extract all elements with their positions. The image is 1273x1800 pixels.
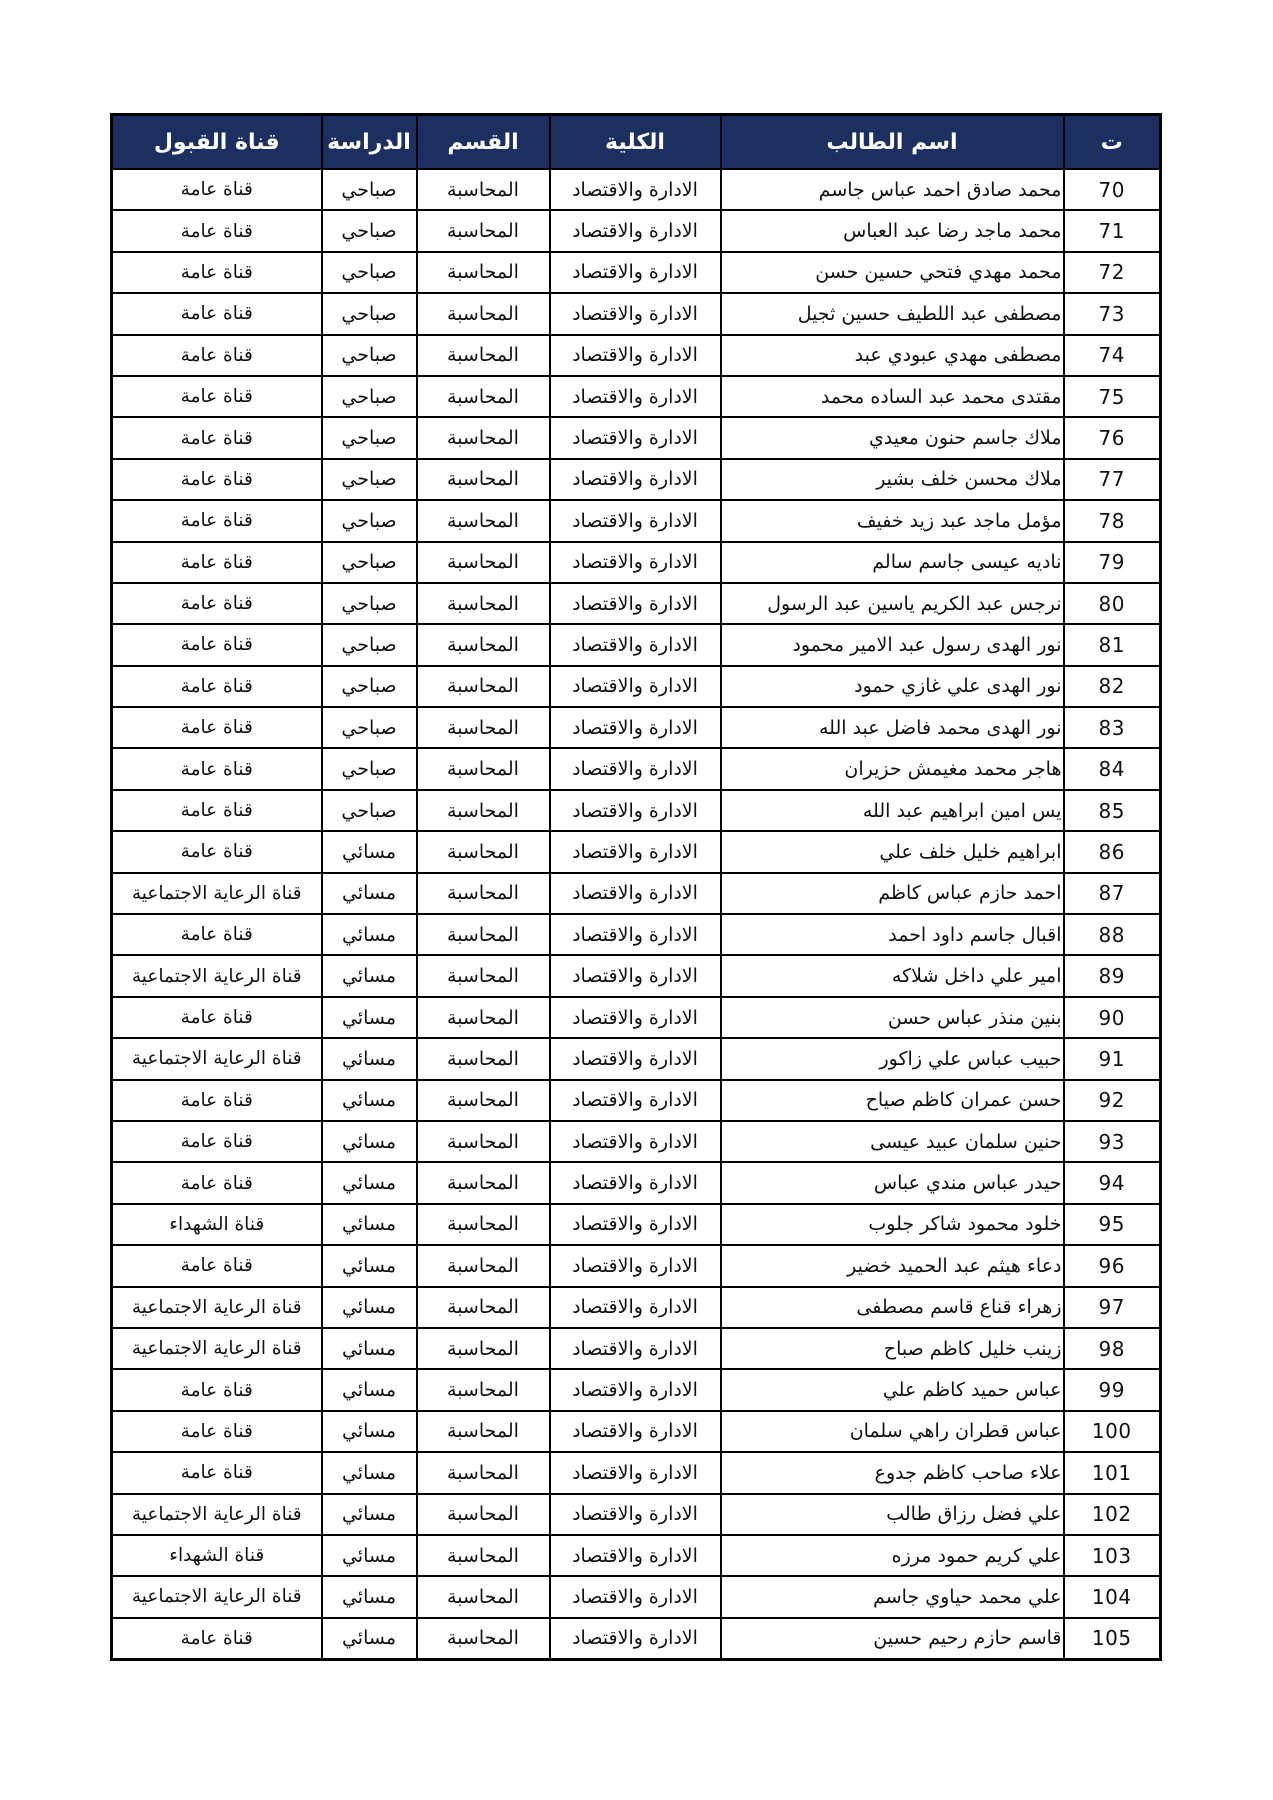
cell-college: الادارة والاقتصاد [550, 542, 721, 583]
cell-student-name: نور الهدى علي غازي حمود [721, 666, 1064, 707]
cell-index: 86 [1064, 831, 1161, 872]
cell-student-name: زهراء قناع قاسم مصطفى [721, 1287, 1064, 1328]
cell-index: 88 [1064, 914, 1161, 955]
cell-study: مسائي [322, 1038, 417, 1079]
cell-student-name: محمد ماجد رضا عبد العباس [721, 210, 1064, 251]
cell-admission-channel: قناة الرعاية الاجتماعية [112, 1328, 322, 1369]
cell-department: المحاسبة [417, 583, 550, 624]
cell-index: 95 [1064, 1204, 1161, 1245]
cell-admission-channel: قناة عامة [112, 707, 322, 748]
cell-study: صباحي [322, 748, 417, 789]
table-row [112, 997, 1161, 1038]
cell-student-name: هاجر محمد مغيمش حزيران [721, 748, 1064, 789]
table-row [112, 169, 1161, 210]
table-row [112, 376, 1161, 417]
cell-college: الادارة والاقتصاد [550, 1369, 721, 1410]
cell-index: 74 [1064, 335, 1161, 376]
cell-study: صباحي [322, 707, 417, 748]
cell-college: الادارة والاقتصاد [550, 210, 721, 251]
cell-student-name: اقبال جاسم داود احمد [721, 914, 1064, 955]
cell-college: الادارة والاقتصاد [550, 955, 721, 996]
cell-student-name: ملاك جاسم حنون معيدي [721, 417, 1064, 458]
table-row [112, 790, 1161, 831]
cell-index: 97 [1064, 1287, 1161, 1328]
cell-college: الادارة والاقتصاد [550, 707, 721, 748]
cell-college: الادارة والاقتصاد [550, 914, 721, 955]
cell-admission-channel: قناة عامة [112, 500, 322, 541]
cell-admission-channel: قناة عامة [112, 666, 322, 707]
cell-college: الادارة والاقتصاد [550, 252, 721, 293]
cell-index: 89 [1064, 955, 1161, 996]
cell-student-name: علي فضل رزاق طالب [721, 1494, 1064, 1535]
cell-college: الادارة والاقتصاد [550, 169, 721, 210]
cell-admission-channel: قناة عامة [112, 376, 322, 417]
cell-study: صباحي [322, 459, 417, 500]
cell-department: المحاسبة [417, 335, 550, 376]
cell-department: المحاسبة [417, 748, 550, 789]
table-row [112, 1576, 1161, 1617]
cell-admission-channel: قناة عامة [112, 459, 322, 500]
cell-department: المحاسبة [417, 252, 550, 293]
cell-index: 94 [1064, 1162, 1161, 1203]
cell-student-name: مصطفى عبد اللطيف حسين ثجيل [721, 293, 1064, 334]
table-row [112, 914, 1161, 955]
cell-college: الادارة والاقتصاد [550, 1121, 721, 1162]
cell-college: الادارة والاقتصاد [550, 831, 721, 872]
cell-admission-channel: قناة عامة [112, 542, 322, 583]
cell-department: المحاسبة [417, 955, 550, 996]
cell-college: الادارة والاقتصاد [550, 873, 721, 914]
table-row [112, 666, 1161, 707]
cell-college: الادارة والاقتصاد [550, 1038, 721, 1079]
cell-college: الادارة والاقتصاد [550, 417, 721, 458]
cell-admission-channel: قناة عامة [112, 1162, 322, 1203]
cell-college: الادارة والاقتصاد [550, 1162, 721, 1203]
table-row [112, 1245, 1161, 1286]
cell-college: الادارة والاقتصاد [550, 666, 721, 707]
header-cell-index: ت [1064, 115, 1161, 170]
cell-admission-channel: قناة عامة [112, 210, 322, 251]
table-row [112, 955, 1161, 996]
table-row [112, 831, 1161, 872]
cell-index: 81 [1064, 624, 1161, 665]
table-row [112, 293, 1161, 334]
cell-index: 100 [1064, 1411, 1161, 1452]
cell-admission-channel: قناة عامة [112, 417, 322, 458]
cell-index: 77 [1064, 459, 1161, 500]
cell-department: المحاسبة [417, 1245, 550, 1286]
cell-admission-channel: قناة الرعاية الاجتماعية [112, 955, 322, 996]
cell-study: مسائي [322, 1452, 417, 1493]
cell-department: المحاسبة [417, 997, 550, 1038]
cell-study: مسائي [322, 1618, 417, 1659]
table-row [112, 1038, 1161, 1079]
cell-student-name: حيدر عباس مندي عباس [721, 1162, 1064, 1203]
cell-college: الادارة والاقتصاد [550, 1080, 721, 1121]
cell-index: 93 [1064, 1121, 1161, 1162]
cell-department: المحاسبة [417, 1121, 550, 1162]
cell-department: المحاسبة [417, 542, 550, 583]
cell-index: 82 [1064, 666, 1161, 707]
cell-student-name: محمد مهدي فتحي حسين حسن [721, 252, 1064, 293]
cell-study: صباحي [322, 210, 417, 251]
table-row [112, 1204, 1161, 1245]
cell-admission-channel: قناة الرعاية الاجتماعية [112, 1287, 322, 1328]
table-row [112, 1369, 1161, 1410]
cell-college: الادارة والاقتصاد [550, 1204, 721, 1245]
cell-study: صباحي [322, 335, 417, 376]
cell-student-name: مقتدى محمد عبد الساده محمد [721, 376, 1064, 417]
cell-study: صباحي [322, 666, 417, 707]
cell-study: مسائي [322, 1080, 417, 1121]
cell-student-name: ابراهيم خليل خلف علي [721, 831, 1064, 872]
table-row [112, 1162, 1161, 1203]
cell-index: 87 [1064, 873, 1161, 914]
cell-college: الادارة والاقتصاد [550, 1452, 721, 1493]
cell-admission-channel: قناة الرعاية الاجتماعية [112, 1576, 322, 1617]
cell-index: 105 [1064, 1618, 1161, 1659]
cell-index: 101 [1064, 1452, 1161, 1493]
cell-department: المحاسبة [417, 376, 550, 417]
cell-student-name: عباس قطران راهي سلمان [721, 1411, 1064, 1452]
cell-study: مسائي [322, 873, 417, 914]
cell-department: المحاسبة [417, 417, 550, 458]
cell-department: المحاسبة [417, 873, 550, 914]
cell-college: الادارة والاقتصاد [550, 1328, 721, 1369]
cell-student-name: حنين سلمان عبيد عيسى [721, 1121, 1064, 1162]
cell-index: 91 [1064, 1038, 1161, 1079]
cell-department: المحاسبة [417, 1204, 550, 1245]
table-row [112, 1080, 1161, 1121]
table-row [112, 1494, 1161, 1535]
table-row [112, 1535, 1161, 1576]
cell-admission-channel: قناة الشهداء [112, 1204, 322, 1245]
cell-department: المحاسبة [417, 1576, 550, 1617]
table-row [112, 210, 1161, 251]
cell-college: الادارة والاقتصاد [550, 583, 721, 624]
cell-department: المحاسبة [417, 1162, 550, 1203]
cell-student-name: نرجس عبد الكريم ياسين عبد الرسول [721, 583, 1064, 624]
header-cell-name: اسم الطالب [721, 115, 1064, 170]
cell-college: الادارة والاقتصاد [550, 1535, 721, 1576]
cell-student-name: بنين منذر عباس حسن [721, 997, 1064, 1038]
cell-department: المحاسبة [417, 1287, 550, 1328]
cell-admission-channel: قناة عامة [112, 169, 322, 210]
table-row [112, 335, 1161, 376]
cell-college: الادارة والاقتصاد [550, 1245, 721, 1286]
cell-index: 102 [1064, 1494, 1161, 1535]
cell-study: مسائي [322, 955, 417, 996]
cell-student-name: حسن عمران كاظم صياح [721, 1080, 1064, 1121]
cell-department: المحاسبة [417, 666, 550, 707]
cell-admission-channel: قناة عامة [112, 252, 322, 293]
cell-student-name: علي كريم حمود مرزه [721, 1535, 1064, 1576]
header-cell-study: الدراسة [322, 115, 417, 170]
table-row [112, 1328, 1161, 1369]
table-row [112, 1287, 1161, 1328]
cell-student-name: امير علي داخل شلاكه [721, 955, 1064, 996]
cell-student-name: علاء صاحب كاظم جدوع [721, 1452, 1064, 1493]
cell-student-name: قاسم حازم رحيم حسين [721, 1618, 1064, 1659]
cell-study: مسائي [322, 1162, 417, 1203]
cell-department: المحاسبة [417, 1494, 550, 1535]
cell-college: الادارة والاقتصاد [550, 790, 721, 831]
header-row [112, 115, 1161, 170]
cell-study: مسائي [322, 1369, 417, 1410]
cell-admission-channel: قناة عامة [112, 1411, 322, 1452]
cell-admission-channel: قناة عامة [112, 748, 322, 789]
cell-student-name: ملاك محسن خلف بشير [721, 459, 1064, 500]
cell-student-name: دعاء هيثم عبد الحميد خضير [721, 1245, 1064, 1286]
table-row [112, 1452, 1161, 1493]
cell-study: صباحي [322, 583, 417, 624]
cell-department: المحاسبة [417, 169, 550, 210]
cell-department: المحاسبة [417, 1618, 550, 1659]
table-header [112, 115, 1161, 170]
cell-study: مسائي [322, 1494, 417, 1535]
cell-admission-channel: قناة عامة [112, 1121, 322, 1162]
cell-admission-channel: قناة الشهداء [112, 1535, 322, 1576]
cell-department: المحاسبة [417, 459, 550, 500]
cell-college: الادارة والاقتصاد [550, 1411, 721, 1452]
cell-college: الادارة والاقتصاد [550, 335, 721, 376]
table-row [112, 252, 1161, 293]
cell-student-name: يس امين ابراهيم عبد الله [721, 790, 1064, 831]
cell-admission-channel: قناة عامة [112, 790, 322, 831]
cell-study: مسائي [322, 1411, 417, 1452]
cell-study: مسائي [322, 1121, 417, 1162]
cell-admission-channel: قناة الرعاية الاجتماعية [112, 1494, 322, 1535]
cell-college: الادارة والاقتصاد [550, 1576, 721, 1617]
table-row [112, 583, 1161, 624]
cell-index: 104 [1064, 1576, 1161, 1617]
cell-study: صباحي [322, 376, 417, 417]
header-cell-admission: قناة القبول [112, 115, 322, 170]
table-row [112, 542, 1161, 583]
table-row [112, 1618, 1161, 1659]
cell-department: المحاسبة [417, 210, 550, 251]
cell-department: المحاسبة [417, 1411, 550, 1452]
table-row [112, 748, 1161, 789]
cell-college: الادارة والاقتصاد [550, 500, 721, 541]
cell-admission-channel: قناة عامة [112, 293, 322, 334]
cell-student-name: مصطفى مهدي عبودي عبد [721, 335, 1064, 376]
cell-admission-channel: قناة عامة [112, 1245, 322, 1286]
cell-college: الادارة والاقتصاد [550, 1494, 721, 1535]
cell-admission-channel: قناة عامة [112, 914, 322, 955]
cell-admission-channel: قناة عامة [112, 624, 322, 665]
table-row [112, 417, 1161, 458]
cell-department: المحاسبة [417, 1328, 550, 1369]
cell-department: المحاسبة [417, 1038, 550, 1079]
cell-index: 84 [1064, 748, 1161, 789]
cell-department: المحاسبة [417, 1369, 550, 1410]
cell-admission-channel: قناة الرعاية الاجتماعية [112, 873, 322, 914]
cell-index: 71 [1064, 210, 1161, 251]
cell-department: المحاسبة [417, 707, 550, 748]
table-row [112, 707, 1161, 748]
cell-index: 70 [1064, 169, 1161, 210]
cell-index: 92 [1064, 1080, 1161, 1121]
cell-admission-channel: قناة عامة [112, 997, 322, 1038]
cell-index: 80 [1064, 583, 1161, 624]
cell-admission-channel: قناة عامة [112, 1618, 322, 1659]
cell-index: 76 [1064, 417, 1161, 458]
cell-college: الادارة والاقتصاد [550, 1287, 721, 1328]
cell-student-name: محمد صادق احمد عباس جاسم [721, 169, 1064, 210]
header-cell-college: الكلية [550, 115, 721, 170]
students-table [110, 113, 1162, 1661]
cell-college: الادارة والاقتصاد [550, 376, 721, 417]
cell-admission-channel: قناة عامة [112, 1080, 322, 1121]
cell-department: المحاسبة [417, 293, 550, 334]
cell-study: مسائي [322, 1328, 417, 1369]
cell-study: مسائي [322, 1576, 417, 1617]
cell-index: 98 [1064, 1328, 1161, 1369]
cell-admission-channel: قناة عامة [112, 831, 322, 872]
table-row [112, 1411, 1161, 1452]
cell-student-name: مؤمل ماجد عبد زيد خفيف [721, 500, 1064, 541]
cell-department: المحاسبة [417, 1535, 550, 1576]
cell-college: الادارة والاقتصاد [550, 1618, 721, 1659]
cell-study: صباحي [322, 169, 417, 210]
cell-department: المحاسبة [417, 624, 550, 665]
cell-index: 85 [1064, 790, 1161, 831]
cell-study: صباحي [322, 542, 417, 583]
cell-student-name: عباس حميد كاظم علي [721, 1369, 1064, 1410]
cell-study: مسائي [322, 1204, 417, 1245]
cell-student-name: نور الهدى رسول عبد الامير محمود [721, 624, 1064, 665]
cell-student-name: احمد حازم عباس كاظم [721, 873, 1064, 914]
cell-department: المحاسبة [417, 914, 550, 955]
cell-department: المحاسبة [417, 1080, 550, 1121]
cell-study: مسائي [322, 831, 417, 872]
cell-student-name: حبيب عباس علي زاكور [721, 1038, 1064, 1079]
cell-admission-channel: قناة عامة [112, 335, 322, 376]
cell-student-name: خلود محمود شاكر جلوب [721, 1204, 1064, 1245]
cell-college: الادارة والاقتصاد [550, 459, 721, 500]
table-row [112, 459, 1161, 500]
cell-index: 103 [1064, 1535, 1161, 1576]
cell-index: 72 [1064, 252, 1161, 293]
cell-study: صباحي [322, 293, 417, 334]
cell-admission-channel: قناة عامة [112, 1452, 322, 1493]
cell-student-name: علي محمد حياوي جاسم [721, 1576, 1064, 1617]
cell-index: 75 [1064, 376, 1161, 417]
cell-department: المحاسبة [417, 790, 550, 831]
cell-college: الادارة والاقتصاد [550, 748, 721, 789]
cell-admission-channel: قناة عامة [112, 583, 322, 624]
cell-study: صباحي [322, 417, 417, 458]
cell-study: مسائي [322, 1287, 417, 1328]
cell-admission-channel: قناة عامة [112, 1369, 322, 1410]
cell-index: 83 [1064, 707, 1161, 748]
cell-study: مسائي [322, 997, 417, 1038]
cell-department: المحاسبة [417, 831, 550, 872]
cell-study: مسائي [322, 1245, 417, 1286]
cell-study: مسائي [322, 1535, 417, 1576]
cell-study: صباحي [322, 624, 417, 665]
cell-student-name: زينب خليل كاظم صباح [721, 1328, 1064, 1369]
cell-college: الادارة والاقتصاد [550, 624, 721, 665]
cell-college: الادارة والاقتصاد [550, 997, 721, 1038]
table-row [112, 873, 1161, 914]
cell-department: المحاسبة [417, 500, 550, 541]
cell-study: صباحي [322, 790, 417, 831]
cell-index: 78 [1064, 500, 1161, 541]
cell-student-name: ناديه عيسى جاسم سالم [721, 542, 1064, 583]
cell-admission-channel: قناة الرعاية الاجتماعية [112, 1038, 322, 1079]
table-row [112, 500, 1161, 541]
cell-index: 73 [1064, 293, 1161, 334]
cell-student-name: نور الهدى محمد فاضل عبد الله [721, 707, 1064, 748]
cell-index: 79 [1064, 542, 1161, 583]
cell-college: الادارة والاقتصاد [550, 293, 721, 334]
cell-study: صباحي [322, 252, 417, 293]
table-body [112, 169, 1161, 1659]
cell-index: 99 [1064, 1369, 1161, 1410]
cell-index: 90 [1064, 997, 1161, 1038]
table-row [112, 624, 1161, 665]
cell-index: 96 [1064, 1245, 1161, 1286]
table-row [112, 1121, 1161, 1162]
cell-study: مسائي [322, 914, 417, 955]
cell-department: المحاسبة [417, 1452, 550, 1493]
header-cell-department: القسم [417, 115, 550, 170]
cell-study: صباحي [322, 500, 417, 541]
